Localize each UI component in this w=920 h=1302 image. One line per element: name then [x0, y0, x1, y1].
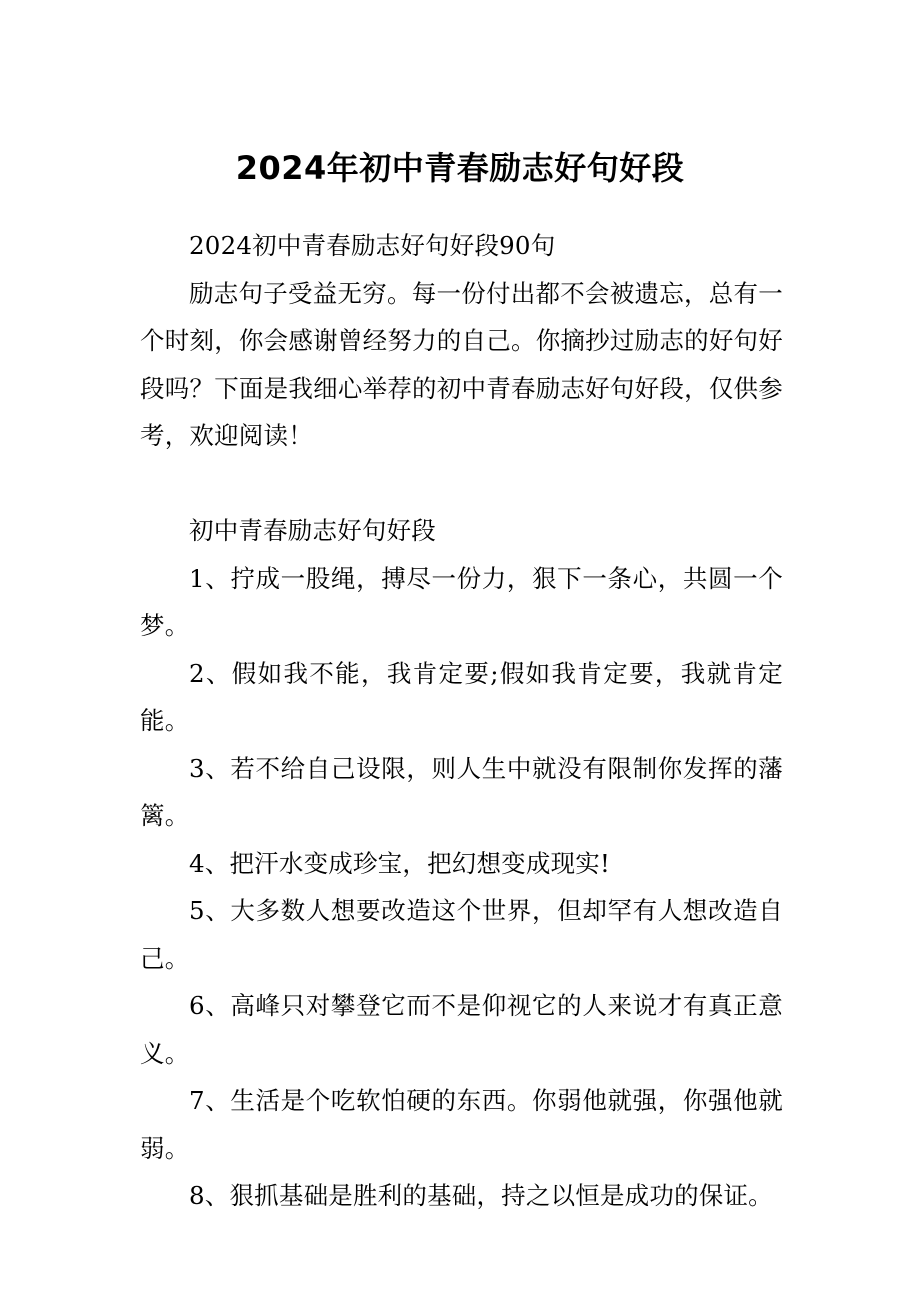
list-item: 4、把汗水变成珍宝，把幻想变成现实! — [189, 848, 611, 878]
subtitle-paragraph: 2024初中青春励志好句好段90句 — [189, 231, 556, 260]
list-item: 1、拧成一股绳，搏尽一份力，狠下一条心，共圆一个梦。 — [140, 563, 783, 640]
paragraph-spacer — [140, 460, 783, 508]
list-item: 8、狠抓基础是胜利的基础，持之以恒是成功的保证。 — [189, 1181, 773, 1210]
document-body — [140, 222, 783, 1220]
list-item: 5、大多数人想要改造这个世界，但却罕有人想改造自己。 — [140, 896, 783, 973]
intro-paragraph: 励志句子受益无穷。每一份付出都不会被遗忘，总有一个时刻，你会感谢曾经努力的自己。你摘抄过励志的好句好段吗？下面是我细心举荐的初中青春励志好句好段，仅供参考，欢迎阅读！ — [140, 278, 783, 450]
section-heading: 初中青春励志好句好段 — [189, 516, 436, 545]
list-item: 2、假如我不能，我肯定要;假如我肯定要，我就肯定能。 — [140, 658, 783, 735]
list-item: 6、高峰只对攀登它而不是仰视它的人来说才有真正意义。 — [140, 991, 783, 1068]
list-item: 3、若不给自己设限，则人生中就没有限制你发挥的藩篱。 — [140, 753, 783, 830]
list-item: 7、生活是个吃软怕硬的东西。你弱他就强，你强他就弱。 — [140, 1086, 783, 1163]
document-title: 2024年初中青春励志好句好段 — [235, 149, 685, 187]
